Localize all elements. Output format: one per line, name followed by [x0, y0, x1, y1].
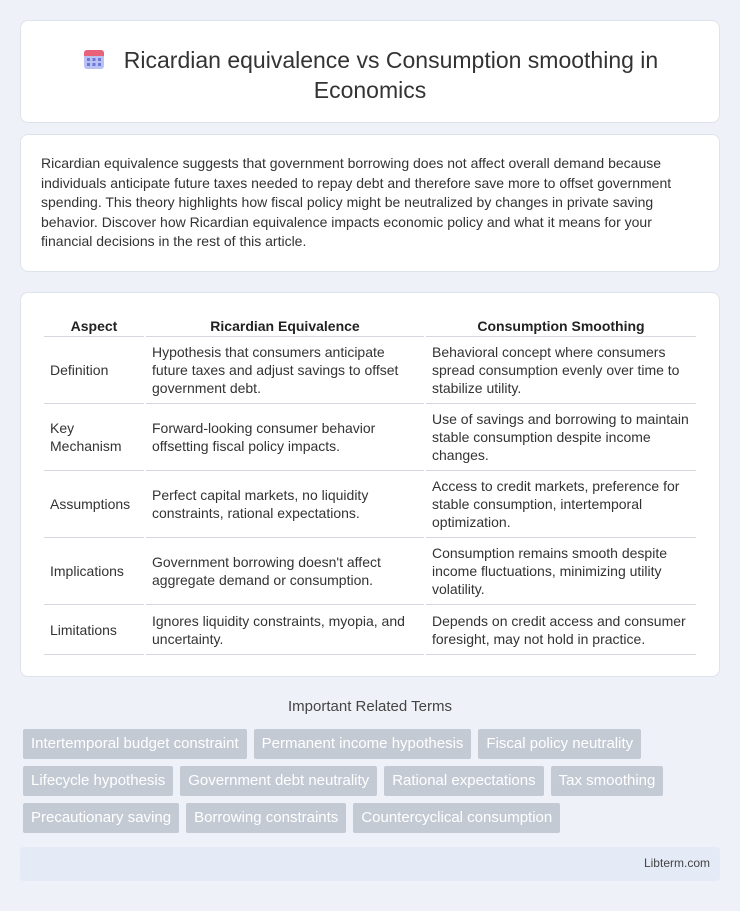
title-line-1: Ricardian equivalence vs Consumption smoothing in — [123, 47, 659, 73]
table-row — [44, 404, 696, 471]
title-line-2: Economics — [313, 77, 427, 103]
comparison-card — [20, 292, 720, 677]
cell-ricardian: Perfect capital markets, no liquidity constraints, rational expectations. — [146, 471, 424, 538]
cell-aspect: Assumptions — [44, 471, 144, 538]
related-term-tag[interactable]: Permanent income hypothesis — [254, 729, 472, 759]
cell-ricardian: Ignores liquidity constraints, myopia, and uncertainty. — [146, 605, 424, 655]
cell-aspect: Implications — [44, 538, 144, 605]
related-term-tag[interactable]: Government debt neutrality — [180, 766, 377, 796]
related-terms-list — [23, 729, 723, 840]
footer — [20, 847, 720, 881]
header-smoothing: Consumption Smoothing — [426, 315, 696, 337]
table-row — [44, 605, 696, 655]
related-term-tag[interactable]: Fiscal policy neutrality — [478, 729, 641, 759]
related-term-tag[interactable]: Lifecycle hypothesis — [23, 766, 173, 796]
cell-smoothing: Consumption remains smooth despite income fluctuations, minimizing utility volatility. — [426, 538, 696, 605]
related-term-tag[interactable]: Intertemporal budget constraint — [23, 729, 247, 759]
related-term-tag[interactable]: Rational expectations — [384, 766, 543, 796]
cell-smoothing: Depends on credit access and consumer foresight, may not hold in practice. — [426, 605, 696, 655]
calendar-icon — [82, 47, 106, 71]
cell-aspect: Definition — [44, 337, 144, 404]
cell-smoothing: Behavioral concept where consumers spread consumption evenly over time to stabilize utility. — [426, 337, 696, 404]
tag-row — [23, 803, 723, 833]
page-title — [21, 45, 719, 105]
tag-row — [23, 766, 723, 796]
table-row — [44, 471, 696, 538]
title-card — [20, 20, 720, 123]
cell-smoothing: Access to credit markets, preference for stable consumption, intertemporal optimization. — [426, 471, 696, 538]
intro-card — [20, 134, 720, 272]
footer-site-link[interactable]: Libterm.com — [643, 856, 710, 870]
cell-ricardian: Hypothesis that consumers anticipate future taxes and adjust savings to offset government debt. — [146, 337, 424, 404]
header-aspect: Aspect — [44, 315, 144, 337]
related-term-tag[interactable]: Borrowing constraints — [186, 803, 346, 833]
related-term-tag[interactable]: Countercyclical consumption — [353, 803, 560, 833]
cell-ricardian: Forward-looking consumer behavior offsetting fiscal policy impacts. — [146, 404, 424, 471]
related-terms-title: Important Related Terms — [288, 698, 452, 715]
comparison-table — [42, 315, 698, 655]
related-term-tag[interactable]: Tax smoothing — [551, 766, 664, 796]
table-row — [44, 337, 696, 404]
related-term-tag[interactable]: Precautionary saving — [23, 803, 179, 833]
cell-aspect: Limitations — [44, 605, 144, 655]
table-header-row — [44, 315, 696, 337]
table-row — [44, 538, 696, 605]
header-ricardian: Ricardian Equivalence — [146, 315, 424, 337]
cell-smoothing: Use of savings and borrowing to maintain stable consumption despite income changes. — [426, 404, 696, 471]
intro-paragraph: Ricardian equivalence suggests that government borrowing does not affect overall demand because individuals anticipate future taxes needed to repay debt and therefore save more to offset government spending. This theory highlights how fiscal policy might be neutralized by changes in private saving behavior. Discover how Ricardian equivalence impacts economic policy and what it means for your financial decisions in the rest of this article. — [41, 155, 672, 250]
tag-row — [23, 729, 723, 759]
cell-ricardian: Government borrowing doesn't affect aggregate demand or consumption. — [146, 538, 424, 605]
cell-aspect: Key Mechanism — [44, 404, 144, 471]
